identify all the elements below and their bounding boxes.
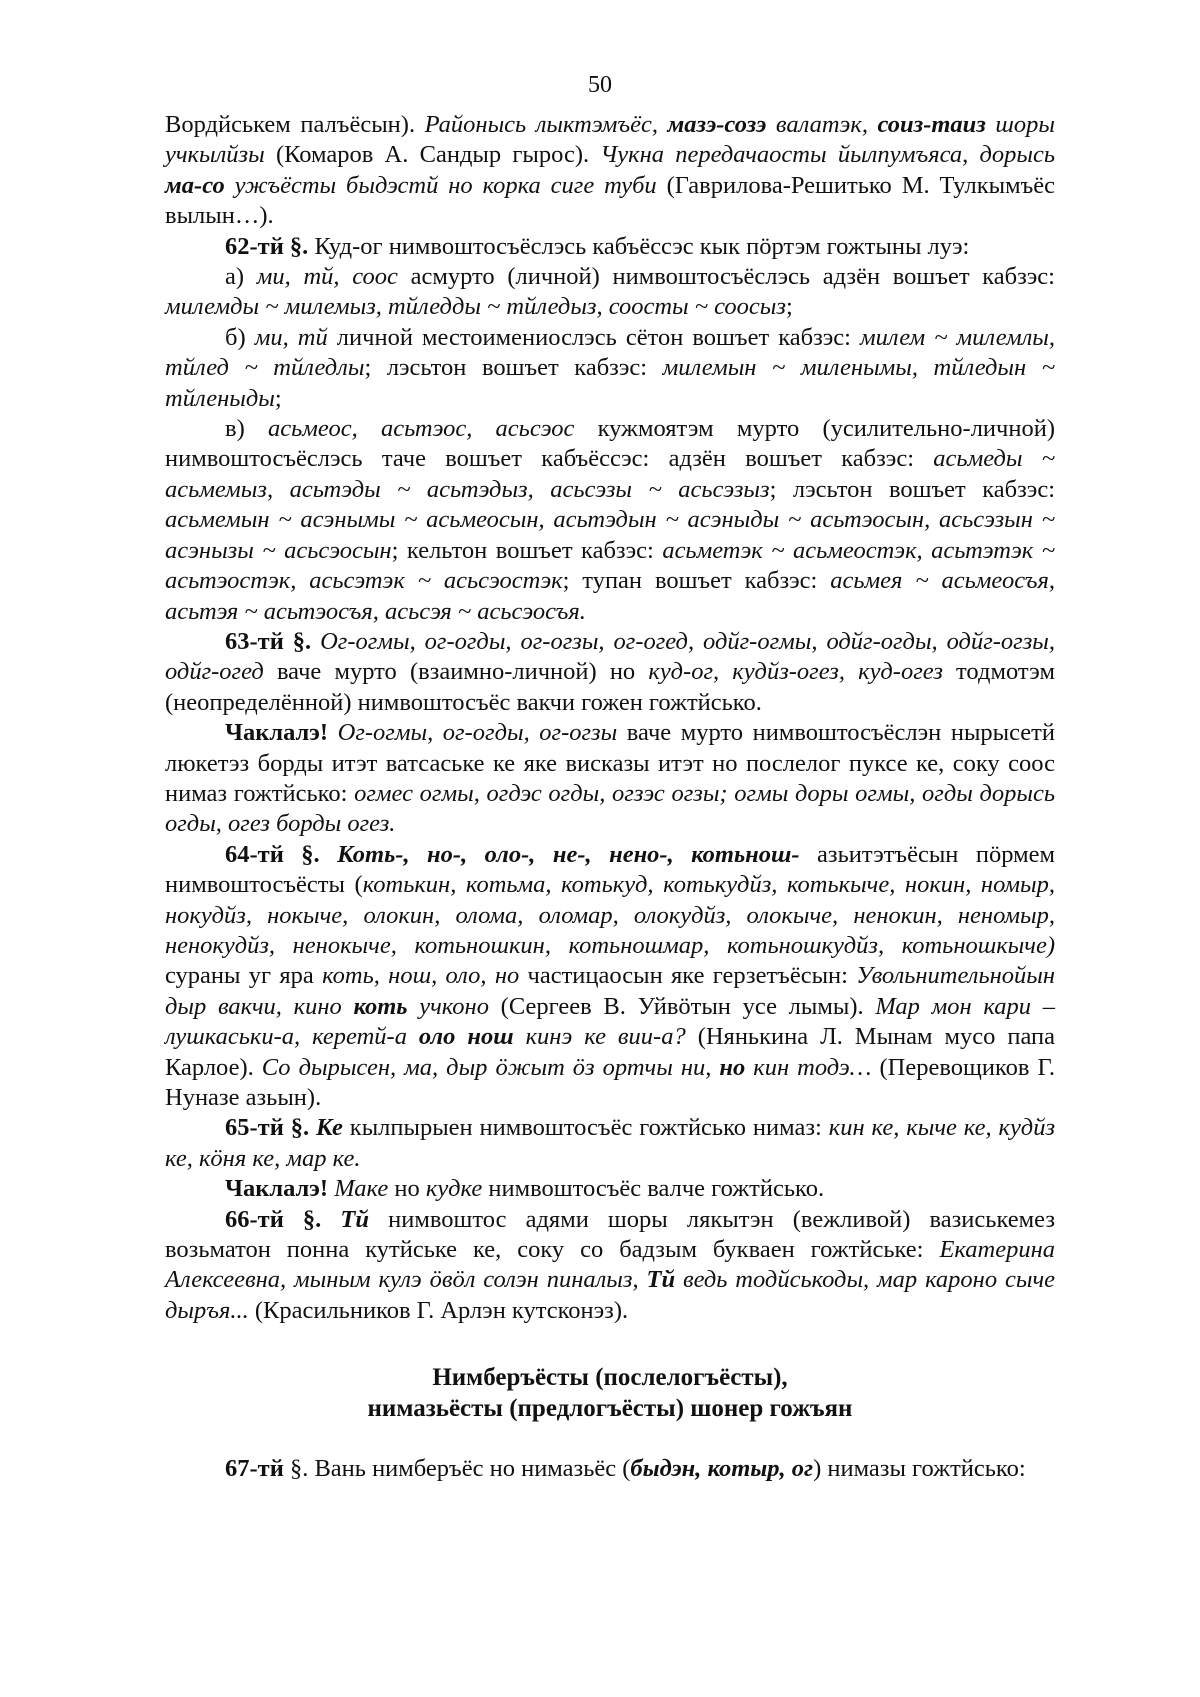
section-heading-line-2: нимазьёсты (предлогъёсты) шонер гожъян (367, 1395, 853, 1423)
example-text: кин ке, кыче ке, кудйз ке, кöня ке, мар ке. (165, 1114, 1056, 1172)
section-heading-line-1: Нимберъёсты (послелогъёсты), (432, 1364, 788, 1392)
text: но (388, 1175, 426, 1203)
text: Куд-ог нимвоштосъёслэсь кабъёссэс кык пöртэм гожтыны луэ: (308, 232, 970, 260)
example-text: кин тодэ… (745, 1053, 872, 1081)
example-text: шоры учкылйзы (165, 111, 1056, 169)
citation: (Гаврилова-Решитько М. Тулкымъёс вылын…). (165, 171, 1055, 230)
example-text: Мар мон кари – лушкаськи-а, керетй-а (165, 992, 1056, 1051)
example-text: куд-ог, кудйз-огез, куд-огез (648, 658, 943, 686)
text: ; (274, 384, 282, 412)
note-2 (165, 1174, 1055, 1204)
example-emphasis: мазэ-созэ (667, 111, 767, 138)
example-text: асьмеды ~ асьмемыз, асьтэды ~ асьтэдыз, асьсэзы ~ асьсэзыз (165, 445, 1055, 503)
spacer (165, 1344, 1055, 1362)
example-text: кудке (425, 1175, 483, 1203)
text: частицаосын яке герзетъёсын: (519, 962, 857, 990)
text: ваче мурто (взаимно-личной) но (263, 658, 649, 686)
citation: (Красильников Г. Арлэн кутсконэз). (248, 1296, 629, 1324)
text: личной местоимениослэсь сётон вошъет кабзэс: (327, 323, 861, 351)
section-62 (165, 232, 1055, 262)
text: кужмоятэм мурто (усилительно-личной) нимвоштосъёслэсь таче вошъет кабъёссэс: адзён вошъет кабзэс: (165, 415, 1055, 473)
example-text: ми, тй (254, 323, 328, 351)
text: ; кельтон вошъет кабзэс: (391, 536, 663, 564)
example-text: асьметэк ~ асьмеостэк, асьтэтэк ~ асьтэостэк, асьсэтэк ~ асьсэостэк (165, 536, 1056, 595)
example-text: милемды ~ милемыз, тйледды ~ тйледыз, соосты ~ соосыз (165, 293, 786, 321)
text: ваче мурто нимвоштосъёслэн нырысетй люкетэз борды итэт ватсаське ке яке висказы итэт но послелог пуксе ке, соку соос нимаз гожтйсько: (165, 719, 1055, 807)
text: а) (225, 263, 257, 291)
page-body (165, 110, 1055, 1485)
note-1 (165, 718, 1055, 840)
example-emphasis: Тй (321, 1205, 369, 1233)
example-emphasis: ма-со (165, 171, 225, 199)
text: нимвоштос адями шоры лякытэн (вежливой) вазиськемез возьматон понна кутйське ке, соку со бадзым букваен гожтйське: (165, 1205, 1055, 1264)
text: кылпырыен нимвоштосъёс гожтйсько нимаз: (342, 1114, 829, 1142)
example-text: Маке (328, 1175, 389, 1203)
example-emphasis: оло нош (418, 1023, 514, 1051)
example-text: Екатерина Алексеевна, мыным кулэ öвöл солэн пиналыз, (165, 1236, 1055, 1294)
example-text: котькин, котьма, котькуд, котькудйз, котькыче, нокин, номыр, нокудйз, нокыче, олокин, олома, оломар, олокудйз, олокыче, ненокин, неномыр, ненокудйз, ненокыче, котьношкин, котьношмар, котьношкудйз, котьношкыче) (165, 871, 1056, 959)
section-63 (165, 627, 1055, 718)
section-label: 63-тй §. (225, 627, 312, 655)
example-text: валатэк, (766, 111, 878, 138)
example-text: огмес огмы, огдэс огды, огзэс огзы; огмы доры огмы, огды дорысь огды, огез борды огез. (165, 779, 1056, 838)
example-text: асьмемын ~ асэнымы ~ асьмеосын, асьтэдын ~ асэныды ~ асьтэосын, асьсэзын ~ асэнызы ~ асьсэосын (165, 506, 1055, 564)
section-label: 67-тй (225, 1455, 284, 1483)
page-number: 50 (588, 72, 612, 98)
text: азьитэтъёсын пöрмем нимвоштосъёсты ( (165, 840, 1055, 899)
example-text: милемын ~ миленымы, тйледын ~ тйленыды (165, 354, 1055, 412)
text: асмурто (личной) нимвоштосъёслэсь адзён вошъет кабзэс: (397, 263, 1055, 291)
text: в) (225, 415, 268, 443)
example-emphasis: Тй (646, 1266, 676, 1294)
section-label: 65-тй §. (225, 1114, 310, 1142)
citation: (Сергеев В. Уйвöтын усе лымы). (488, 992, 876, 1020)
example-text: Со дырысен, ма, дыр öжыт öз ортчы ни, (261, 1053, 720, 1081)
note-label: Чаклалэ! (225, 719, 329, 747)
example-text: Увольнительнойын дыр вакчи, кино (165, 962, 1055, 1020)
text: тодмотэм (неопределённой) нимвоштосъёс вакчи гожен гожтйсько. (165, 658, 1055, 716)
text: §. Вань нимберъёс но нимазьёс ( (283, 1455, 631, 1483)
example-emphasis: Коть-, но-, оло-, не-, нено-, котьнош- (319, 840, 800, 868)
example-text: ми, тй, соос (256, 263, 398, 291)
text: ; лэсьтон вошъет кабзэс: (769, 475, 1055, 503)
text: сураны уг яра (165, 962, 323, 990)
section-64 (165, 840, 1055, 1114)
citation: (Нянькина Л. Мынам мусо папа Карлое). (165, 1023, 1055, 1081)
example-text: асьмея ~ асьмеосъя, асьтэя ~ асьтэосъя, асьсэя ~ асьсэосъя. (165, 567, 1055, 625)
text: б) (225, 323, 255, 351)
text: ; лэсьтон вошъет кабзэс: (364, 354, 663, 382)
text: ; тупан вошъет кабзэс: (562, 567, 831, 595)
example-text: милем ~ милемлы, тйлед ~ тйледлы (165, 323, 1056, 382)
example-text: ведь тодйськоды, мар кароно сыче дыръя... (165, 1266, 1056, 1324)
section-label: 62-тй §. (225, 232, 309, 260)
section-62-item-b (165, 323, 1055, 414)
citation: (Комаров А. Сандыр гырос). (264, 141, 601, 169)
section-67 (165, 1454, 1055, 1484)
text: ; (785, 293, 793, 321)
example-text: Районысь лыктэмъёс, (424, 111, 668, 138)
spacer (165, 1326, 1055, 1344)
example-emphasis: Ке (309, 1114, 343, 1142)
example-emphasis: но (719, 1053, 746, 1081)
example-text: Ог-огмы, ог-огды, ог-огзы (328, 719, 618, 747)
text: нимвоштосъёс валче гожтйсько. (482, 1175, 825, 1203)
example-text: коть, нош, оло, но (322, 962, 520, 990)
section-62-item-a (165, 262, 1055, 323)
example-emphasis: соиз-таиз (877, 111, 986, 138)
section-62-item-c (165, 414, 1055, 627)
section-label: 64-тй §. (225, 840, 320, 868)
example-emphasis: быдэн, котыр, ог (630, 1455, 814, 1483)
example-emphasis: коть (353, 992, 408, 1020)
citation: (Перевощиков Г. Нуназе азьын). (165, 1053, 1055, 1111)
text: ) нимазы гожтйсько: (813, 1455, 1026, 1483)
example-text: ужъёсты быдэстй но корка сиге туби (224, 171, 657, 199)
example-text: учконо (407, 992, 489, 1020)
section-66 (165, 1205, 1055, 1327)
example-text: Чукна передачаосты йылпумъяса, дорысь (600, 141, 1055, 169)
example-text: Ог-огмы, ог-огды, ог-огзы, ог-огед, одйг-огмы, одйг-огды, одйг-огзы, одйг-огед (165, 627, 1055, 686)
paragraph-continuation (165, 110, 1055, 232)
section-65 (165, 1113, 1055, 1174)
example-text: кинэ ке вии-а? (513, 1023, 686, 1051)
note-label: Чаклалэ! (225, 1175, 329, 1203)
example-text: асьмеос, асьтэос, асьсэос (267, 415, 575, 443)
section-label: 66-тй §. (225, 1205, 322, 1233)
text: Вордйськем палъёсын). (165, 111, 425, 138)
